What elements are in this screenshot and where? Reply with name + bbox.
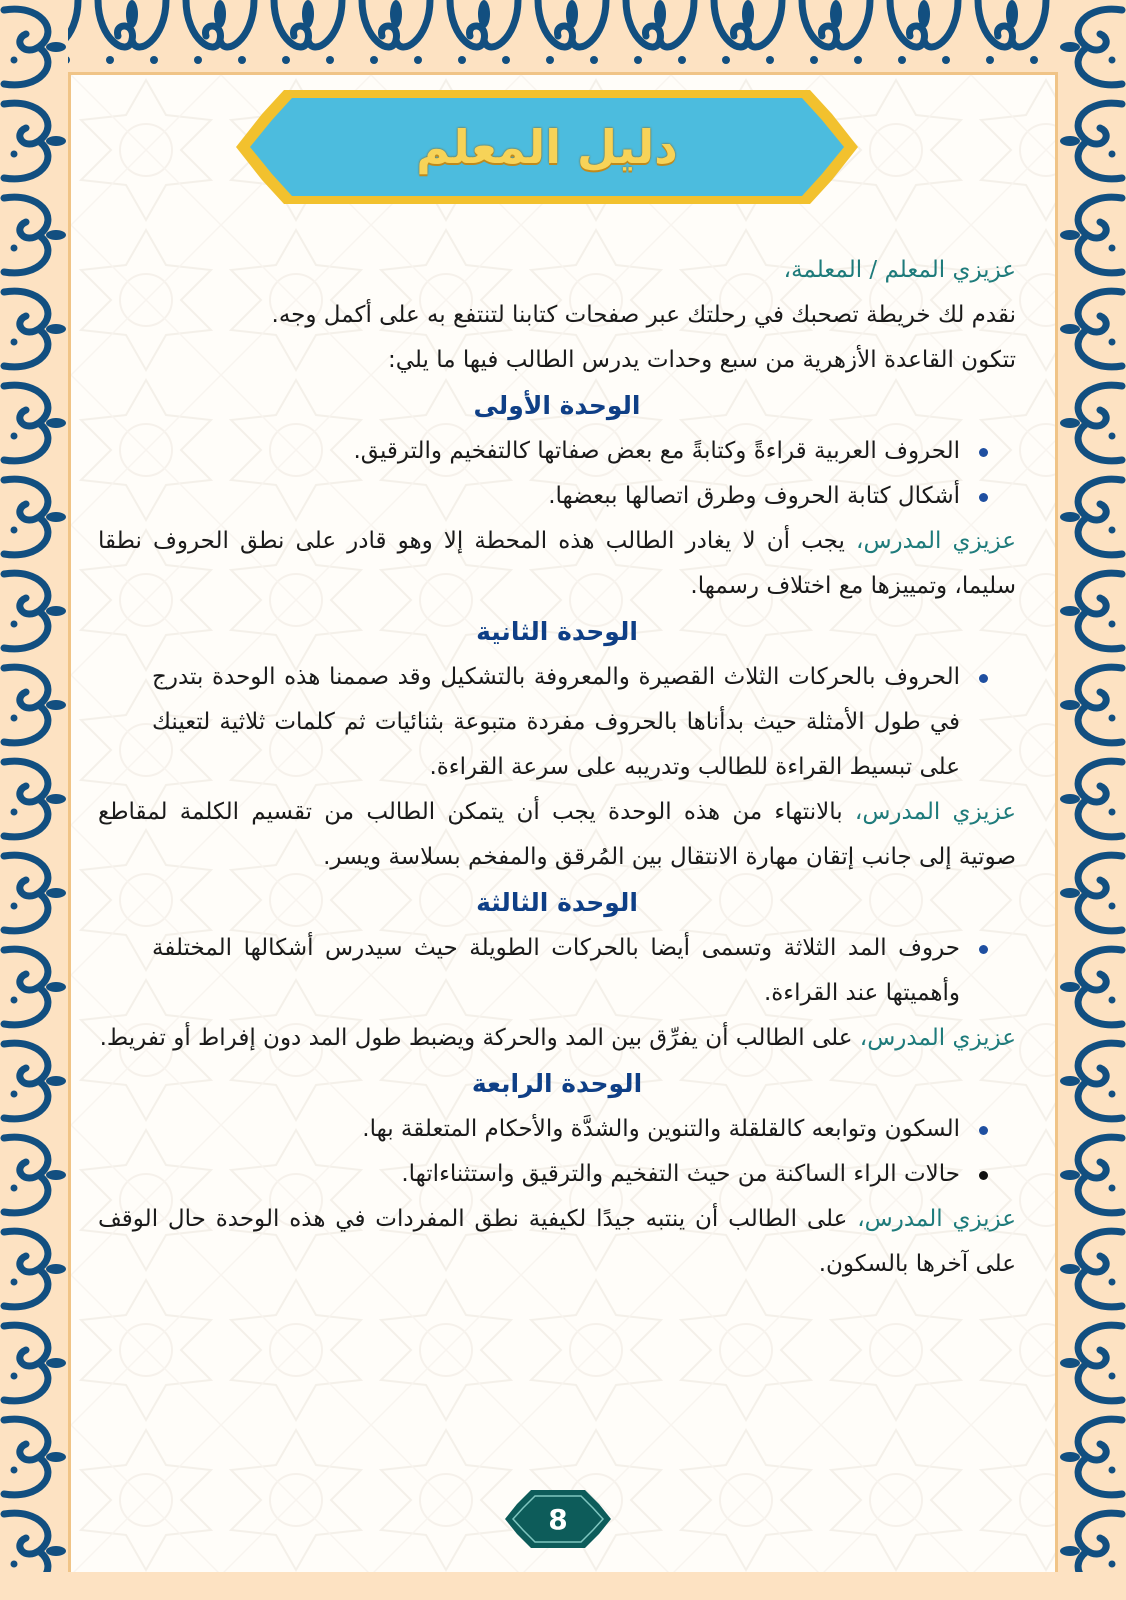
teacher-note-text: على الطالب أن ينتبه جيدًا لكيفية نطق المفردات في هذه الوحدة حال الوقف على آخرها بالسكون. xyxy=(98,1206,1016,1277)
teacher-guide-body xyxy=(98,248,1016,1287)
teacher-note-label: عزيزي المدرس، xyxy=(856,528,1016,554)
unit-3-teacher-note xyxy=(98,1016,1016,1061)
unit-4-list xyxy=(98,1107,1016,1197)
page-title: دليل المعلم xyxy=(416,120,678,174)
left-ornament-border xyxy=(0,0,68,1600)
page-number: 8 xyxy=(548,1502,568,1536)
unit-4-heading: الوحدة الرابعة xyxy=(471,1069,643,1098)
list-item: الحروف بالحركات الثلاث القصيرة والمعروفة بالتشكيل وقد صممنا هذه الوحدة بتدرج في طول الأمثلة حيث بدأناها بالحروف مفردة متبوعة بثنائيات ثم كلمات ثلاثية لتعينك على تبسيط القراءة للطالب وتدريبه على سرعة القراءة. xyxy=(152,655,960,790)
list-item: أشكال كتابة الحروف وطرق اتصالها ببعضها. xyxy=(152,474,960,519)
scroll-ornament-icon xyxy=(0,1572,1126,1600)
scroll-ornament-icon xyxy=(1058,0,1126,1600)
unit-3-list xyxy=(98,926,1016,1016)
teacher-note-label: عزيزي المدرس، xyxy=(854,799,1016,825)
intro-paragraph: نقدم لك خريطة تصحبك في رحلتك عبر صفحات كتابنا لتنتفع به على أكمل وجه. xyxy=(271,302,1016,328)
list-item: حروف المد الثلاثة وتسمى أيضا بالحركات الطويلة حيث سيدرس أشكالها المختلفة وأهميتها عند القراءة. xyxy=(152,926,960,1016)
scroll-ornament-icon xyxy=(0,0,1126,72)
unit-1-teacher-note xyxy=(98,519,1016,609)
unit-1-heading: الوحدة الأولى xyxy=(473,391,641,420)
unit-2-heading: الوحدة الثانية xyxy=(476,617,638,646)
teacher-note-label: عزيزي المدرس، xyxy=(857,1206,1016,1232)
unit-4-teacher-note xyxy=(98,1197,1016,1287)
unit-3-heading: الوحدة الثالثة xyxy=(476,888,638,917)
list-item: الحروف العربية قراءةً وكتابةً مع بعض صفاتها كالتفخيم والترقيق. xyxy=(152,429,960,474)
unit-1-list xyxy=(98,429,1016,519)
list-item: السكون وتوابعه كالقلقلة والتنوين والشدَّة والأحكام المتعلقة بها. xyxy=(152,1107,960,1152)
list-item: حالات الراء الساكنة من حيث التفخيم والترقيق واستثناءاتها. xyxy=(152,1152,960,1197)
bottom-ornament-border xyxy=(0,1572,1126,1600)
teacher-note-text: يجب أن لا يغادر الطالب هذه المحطة إلا وهو قادر على نطق الحروف نطقا سليما، وتمييزها مع اختلاف رسمها. xyxy=(98,528,1016,599)
teacher-note-text: على الطالب أن يفرِّق بين المد والحركة ويضبط طول المد دون إفراط أو تفريط. xyxy=(99,1025,860,1051)
teacher-note-label: عزيزي المدرس، xyxy=(859,1025,1016,1051)
unit-2-list xyxy=(98,655,1016,790)
greeting: عزيزي المعلم / المعلمة، xyxy=(783,257,1016,283)
right-ornament-border xyxy=(1058,0,1126,1600)
top-ornament-border xyxy=(0,0,1126,72)
teacher-note-text: بالانتهاء من هذه الوحدة يجب أن يتمكن الطالب من تقسيم الكلمة لمقاطع صوتية إلى جانب إتقان مهارة الانتقال بين المُرقق والمفخم بسلاسة ويسر. xyxy=(98,799,1016,870)
units-overview: تتكون القاعدة الأزهرية من سبع وحدات يدرس الطالب فيها ما يلي: xyxy=(387,347,1016,373)
scroll-ornament-icon xyxy=(0,0,68,1600)
unit-2-teacher-note xyxy=(98,790,1016,880)
